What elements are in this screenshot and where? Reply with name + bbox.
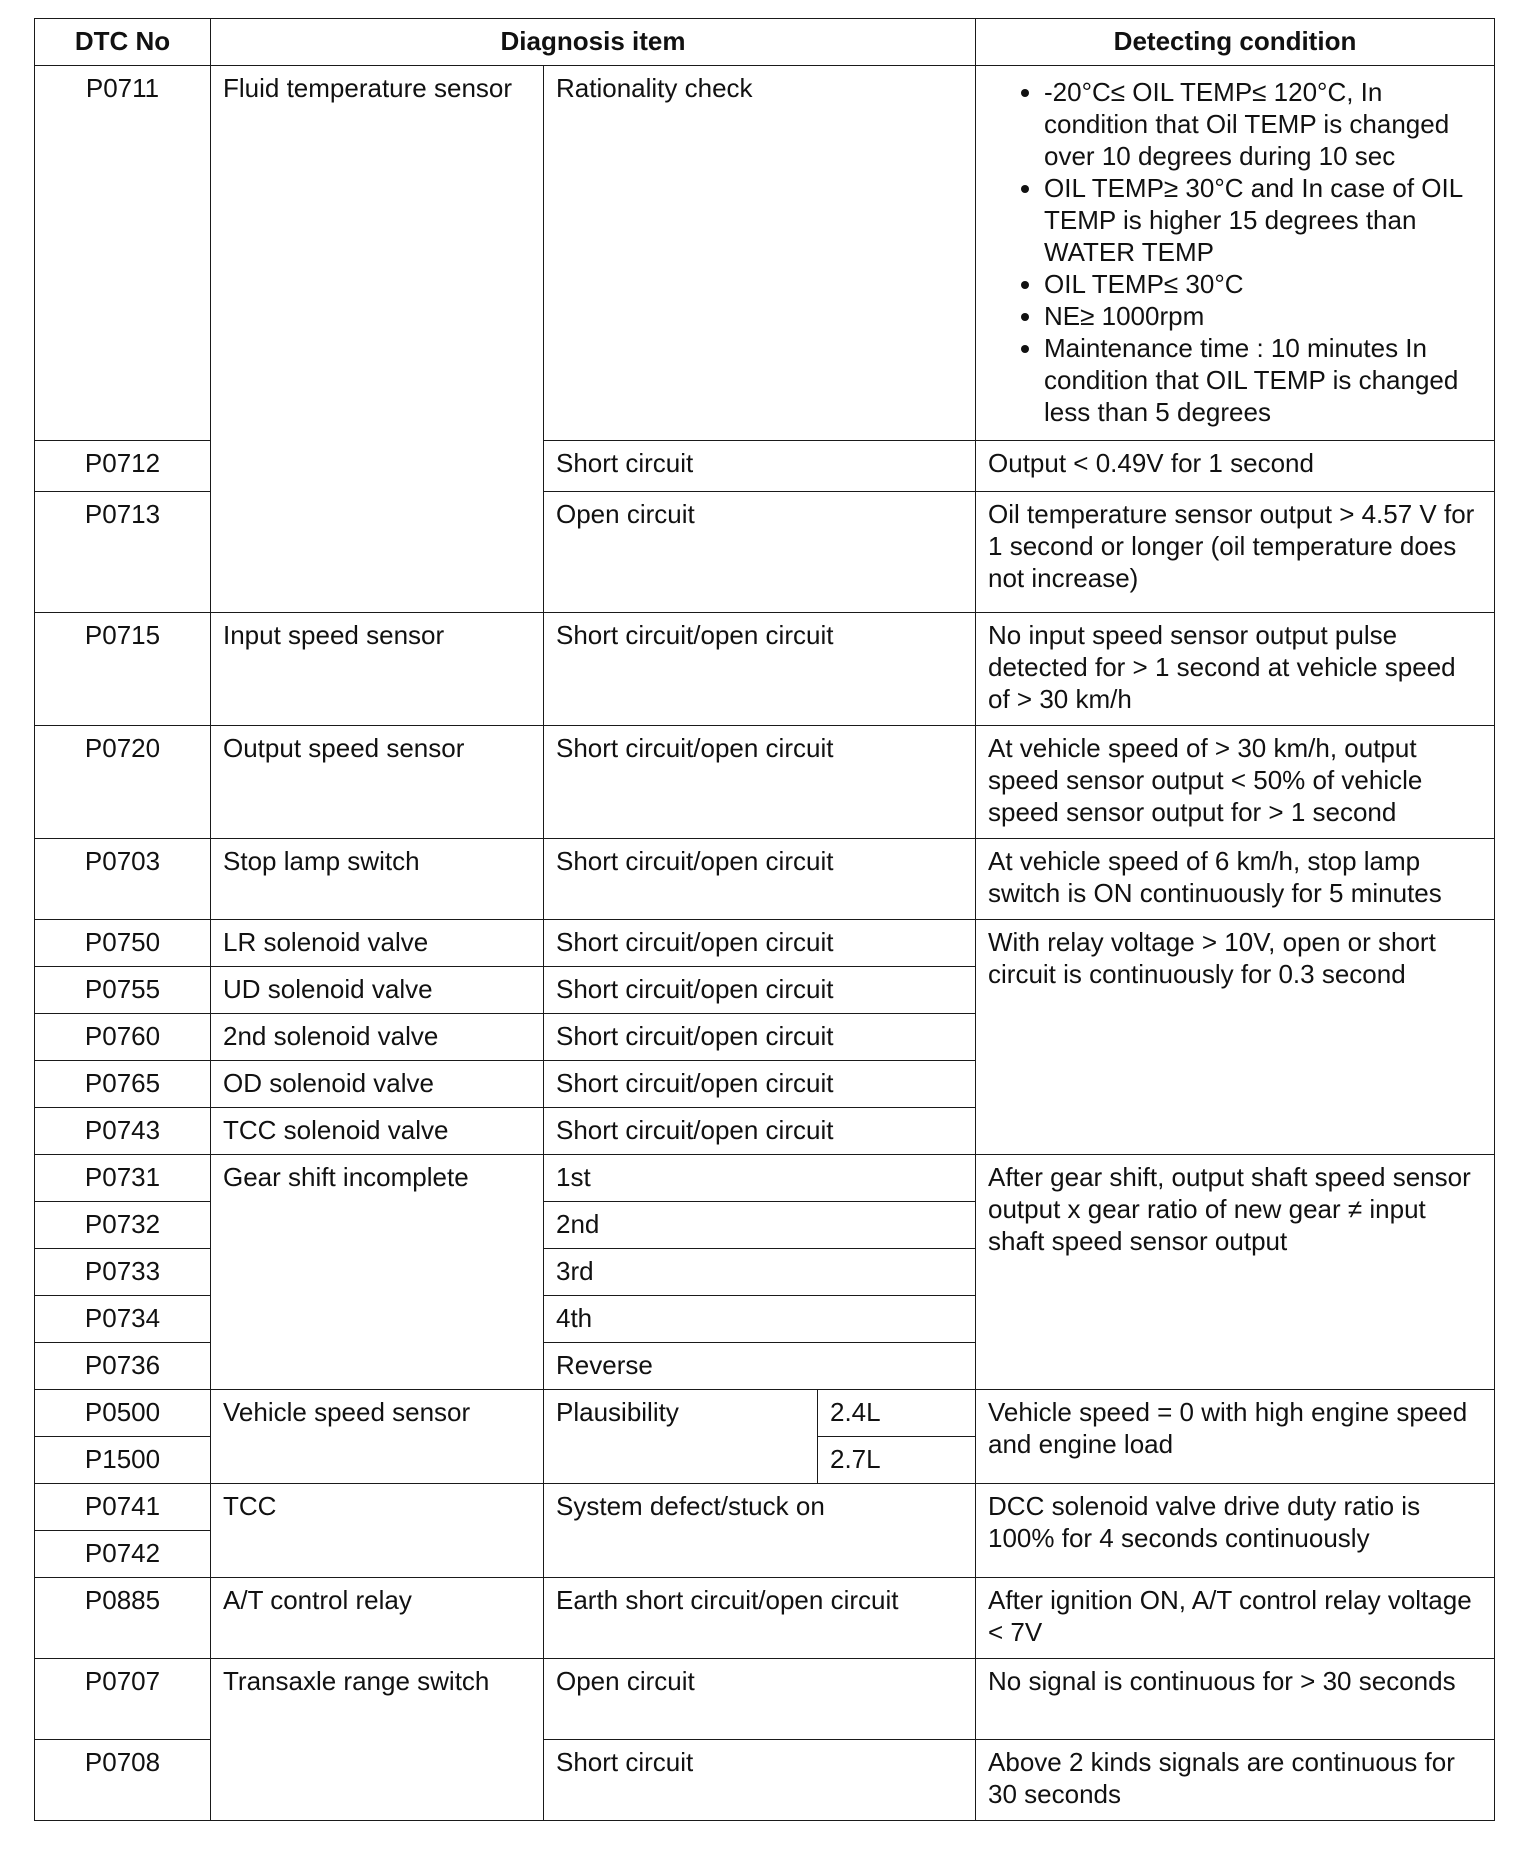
detecting-condition: After ignition ON, A/T control relay voltage < 7V bbox=[976, 1578, 1495, 1659]
engine-variant: 2.4L bbox=[818, 1390, 976, 1437]
diagnosis-item: Short circuit/open circuit bbox=[544, 1014, 976, 1061]
dtc-code: P0741 bbox=[35, 1484, 211, 1531]
dtc-table bbox=[34, 18, 1495, 1821]
diagnosis-item: Plausibility bbox=[544, 1390, 818, 1484]
detecting-condition: Oil temperature sensor output > 4.57 V for 1 second or longer (oil temperature does not increase) bbox=[976, 492, 1495, 613]
dtc-code: P0708 bbox=[35, 1740, 211, 1821]
dtc-code: P0707 bbox=[35, 1659, 211, 1740]
component-name: Vehicle speed sensor bbox=[211, 1390, 544, 1484]
dtc-code: P0732 bbox=[35, 1202, 211, 1249]
dtc-code: P0760 bbox=[35, 1014, 211, 1061]
table-row bbox=[35, 1390, 1495, 1437]
table-row bbox=[35, 726, 1495, 839]
component-name: Output speed sensor bbox=[211, 726, 544, 839]
diagnosis-item: Earth short circuit/open circuit bbox=[544, 1578, 976, 1659]
component-name: A/T control relay bbox=[211, 1578, 544, 1659]
component-name: Fluid temperature sensor bbox=[211, 66, 544, 613]
dtc-code: P0703 bbox=[35, 839, 211, 920]
dtc-code: P0765 bbox=[35, 1061, 211, 1108]
detecting-condition: Output < 0.49V for 1 second bbox=[976, 441, 1495, 492]
diagnosis-item: Short circuit/open circuit bbox=[544, 1061, 976, 1108]
detecting-condition: No input speed sensor output pulse detected for > 1 second at vehicle speed of > 30 km/h bbox=[976, 613, 1495, 726]
component-name: Stop lamp switch bbox=[211, 839, 544, 920]
condition-item: • -20°C≤ OIL TEMP≤ 120°C, In condition that Oil TEMP is changed over 10 degrees during 10 sec bbox=[1044, 76, 1482, 172]
header-dtc-no: DTC No bbox=[35, 19, 211, 66]
condition-item: • OIL TEMP≤ 30°C bbox=[1044, 268, 1482, 300]
component-name: Transaxle range switch bbox=[211, 1659, 544, 1821]
table-row bbox=[35, 613, 1495, 726]
diagnosis-item: Open circuit bbox=[544, 1659, 976, 1740]
dtc-code: P0720 bbox=[35, 726, 211, 839]
condition-item: • Maintenance time : 10 minutes In condition that OIL TEMP is changed less than 5 degrees bbox=[1044, 332, 1482, 428]
table-row bbox=[35, 1155, 1495, 1202]
dtc-code: P0885 bbox=[35, 1578, 211, 1659]
detecting-condition: Vehicle speed = 0 with high engine speed and engine load bbox=[976, 1390, 1495, 1484]
dtc-code: P0500 bbox=[35, 1390, 211, 1437]
component-name: Input speed sensor bbox=[211, 613, 544, 726]
component-name: TCC bbox=[211, 1484, 544, 1578]
dtc-code: P0715 bbox=[35, 613, 211, 726]
detecting-condition: No signal is continuous for > 30 seconds bbox=[976, 1659, 1495, 1740]
table-row bbox=[35, 839, 1495, 920]
dtc-code: P0713 bbox=[35, 492, 211, 613]
engine-variant: 2.7L bbox=[818, 1437, 976, 1484]
table-row bbox=[35, 1578, 1495, 1659]
diagnosis-item: System defect/stuck on bbox=[544, 1484, 976, 1578]
component-name: TCC solenoid valve bbox=[211, 1108, 544, 1155]
detecting-condition: At vehicle speed of 6 km/h, stop lamp switch is ON continuously for 5 minutes bbox=[976, 839, 1495, 920]
dtc-code: P0712 bbox=[35, 441, 211, 492]
table-row bbox=[35, 920, 1495, 967]
dtc-code: P0755 bbox=[35, 967, 211, 1014]
diagnosis-item: 4th bbox=[544, 1296, 976, 1343]
diagnosis-item: Short circuit bbox=[544, 1740, 976, 1821]
condition-item: • NE≥ 1000rpm bbox=[1044, 300, 1482, 332]
component-name: OD solenoid valve bbox=[211, 1061, 544, 1108]
dtc-code: P0742 bbox=[35, 1531, 211, 1578]
diagnosis-item: 2nd bbox=[544, 1202, 976, 1249]
detecting-condition: With relay voltage > 10V, open or short circuit is continuously for 0.3 second bbox=[976, 920, 1495, 1155]
diagnosis-item: Short circuit bbox=[544, 441, 976, 492]
condition-list bbox=[988, 76, 1482, 428]
diagnosis-item: Short circuit/open circuit bbox=[544, 726, 976, 839]
detecting-condition: Above 2 kinds signals are continuous for 30 seconds bbox=[976, 1740, 1495, 1821]
diagnosis-item: Rationality check bbox=[544, 66, 976, 441]
diagnosis-item: Short circuit/open circuit bbox=[544, 613, 976, 726]
dtc-code: P0733 bbox=[35, 1249, 211, 1296]
header-row bbox=[35, 19, 1495, 66]
detecting-condition: After gear shift, output shaft speed sensor output x gear ratio of new gear ≠ input shaft speed sensor output bbox=[976, 1155, 1495, 1390]
diagnosis-item: Open circuit bbox=[544, 492, 976, 613]
component-name: UD solenoid valve bbox=[211, 967, 544, 1014]
diagnosis-item: Short circuit/open circuit bbox=[544, 967, 976, 1014]
dtc-code: P0750 bbox=[35, 920, 211, 967]
dtc-code: P0743 bbox=[35, 1108, 211, 1155]
header-diagnosis-item: Diagnosis item bbox=[211, 19, 976, 66]
table-row bbox=[35, 66, 1495, 441]
diagnosis-item: Short circuit/open circuit bbox=[544, 920, 976, 967]
component-name: Gear shift incomplete bbox=[211, 1155, 544, 1390]
dtc-code: P0711 bbox=[35, 66, 211, 441]
table-row bbox=[35, 1659, 1495, 1740]
diagnosis-item: Reverse bbox=[544, 1343, 976, 1390]
header-detecting-condition: Detecting condition bbox=[976, 19, 1495, 66]
diagnosis-item: Short circuit/open circuit bbox=[544, 839, 976, 920]
dtc-code: P1500 bbox=[35, 1437, 211, 1484]
diagnosis-item: 3rd bbox=[544, 1249, 976, 1296]
dtc-code: P0736 bbox=[35, 1343, 211, 1390]
dtc-code: P0731 bbox=[35, 1155, 211, 1202]
dtc-code: P0734 bbox=[35, 1296, 211, 1343]
detecting-condition bbox=[976, 66, 1495, 441]
detecting-condition: DCC solenoid valve drive duty ratio is 100% for 4 seconds continuously bbox=[976, 1484, 1495, 1578]
component-name: 2nd solenoid valve bbox=[211, 1014, 544, 1061]
diagnosis-item: Short circuit/open circuit bbox=[544, 1108, 976, 1155]
diagnosis-item: 1st bbox=[544, 1155, 976, 1202]
condition-item: • OIL TEMP≥ 30°C and In case of OIL TEMP is higher 15 degrees than WATER TEMP bbox=[1044, 172, 1482, 268]
table-row bbox=[35, 1484, 1495, 1531]
detecting-condition: At vehicle speed of > 30 km/h, output speed sensor output < 50% of vehicle speed sensor output for > 1 second bbox=[976, 726, 1495, 839]
component-name: LR solenoid valve bbox=[211, 920, 544, 967]
